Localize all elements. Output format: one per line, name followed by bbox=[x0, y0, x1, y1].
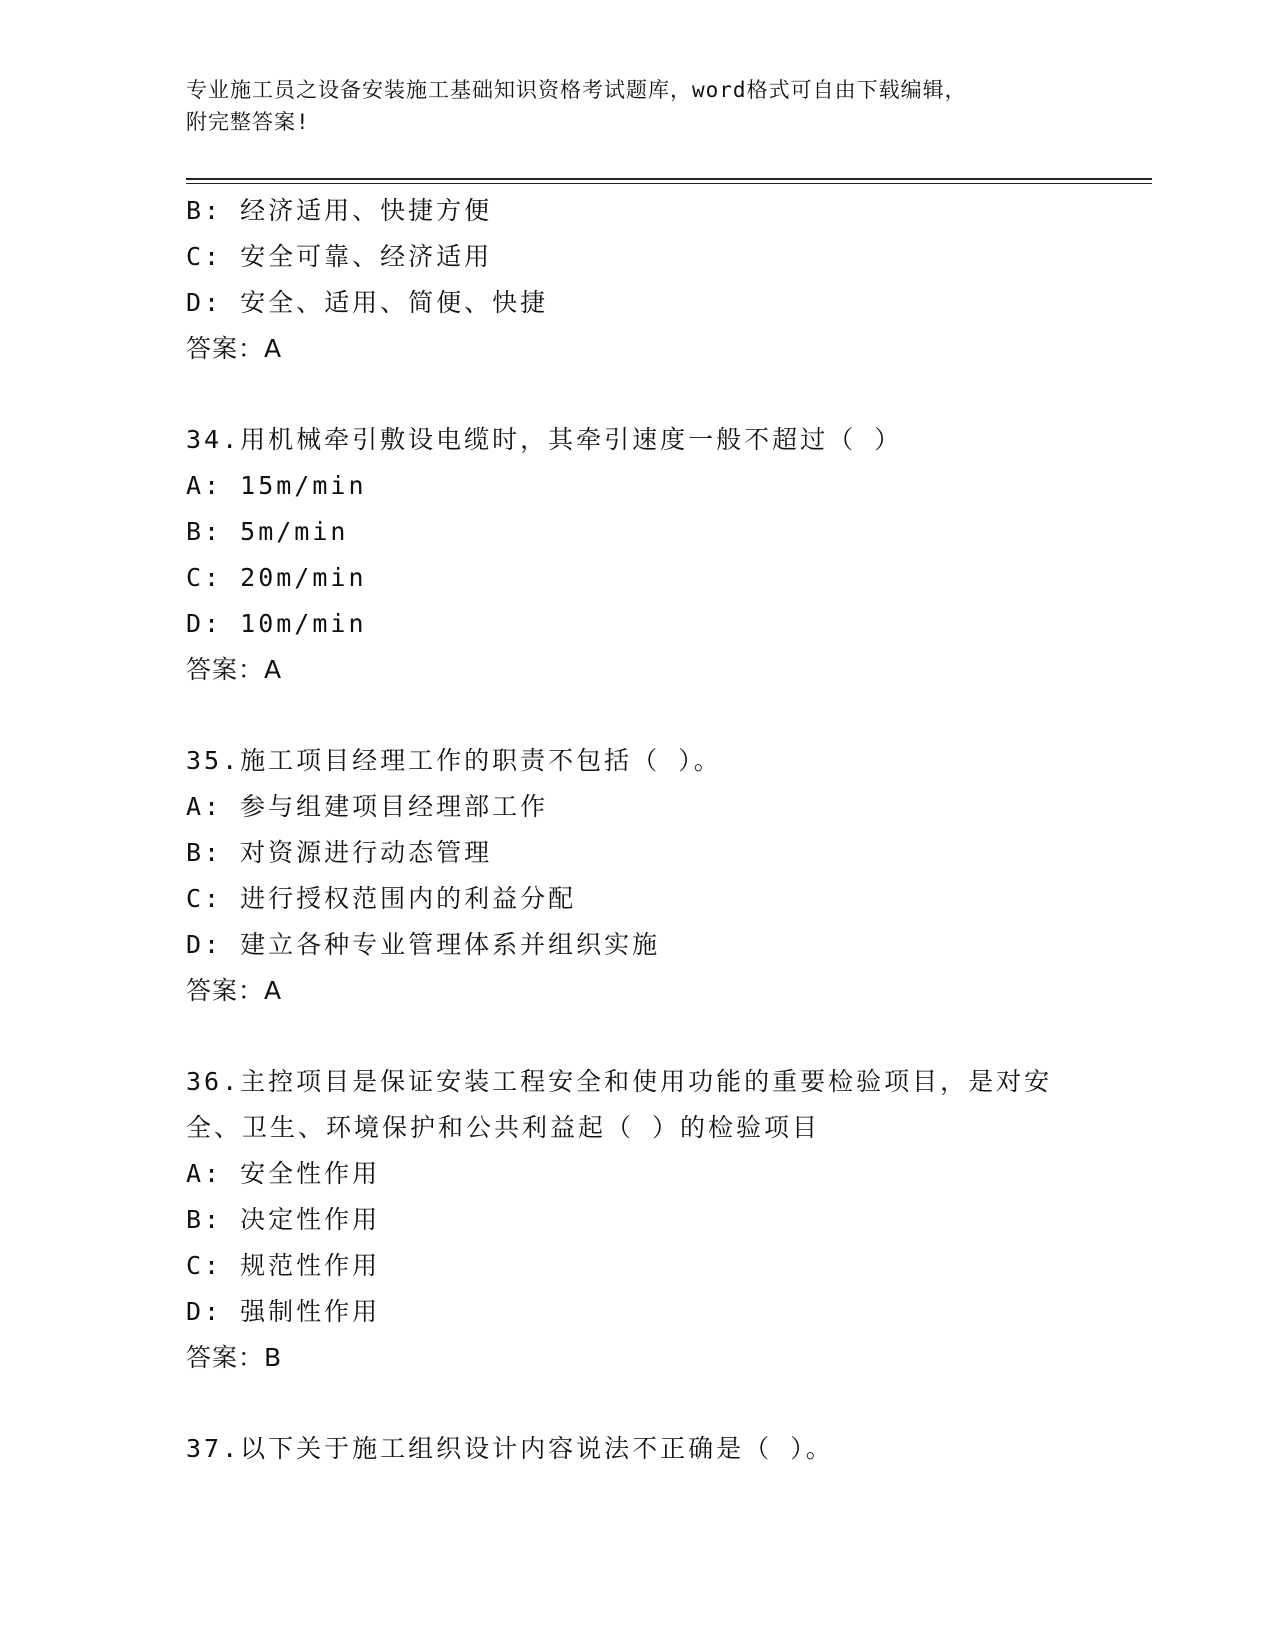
spacer bbox=[186, 693, 1152, 738]
question-text: 37.以下关于施工组织设计内容说法不正确是（ ）。 bbox=[186, 1434, 834, 1463]
question-list bbox=[186, 188, 1152, 1472]
option-b: B: 决定性作用 bbox=[186, 1205, 381, 1234]
answer-label: 答案：A bbox=[186, 976, 283, 1005]
option-b: B: 经济适用、快捷方便 bbox=[186, 196, 493, 225]
answer-label: 答案：A bbox=[186, 655, 283, 684]
question-37-block bbox=[186, 1426, 1152, 1472]
option-d: D: 安全、适用、简便、快捷 bbox=[186, 288, 549, 317]
question-text: 34.用机械牵引敷设电缆时，其牵引速度一般不超过（ ） bbox=[186, 425, 903, 454]
option-a: A: 安全性作用 bbox=[186, 1159, 381, 1188]
option-d: D: 强制性作用 bbox=[186, 1297, 381, 1326]
option-a: A: 15m/min bbox=[186, 471, 367, 500]
header-line-2: 附完整答案! bbox=[186, 110, 310, 134]
option-b: B: 5m/min bbox=[186, 517, 349, 546]
option-d: D: 建立各种专业管理体系并组织实施 bbox=[186, 930, 661, 959]
spacer bbox=[186, 1014, 1152, 1059]
question-text-line-2: 全、卫生、环境保护和公共利益起（ ）的检验项目 bbox=[186, 1113, 821, 1142]
spacer bbox=[186, 1381, 1152, 1426]
question-text: 35.施工项目经理工作的职责不包括（ ）。 bbox=[186, 746, 722, 775]
question-33-block bbox=[186, 188, 1152, 372]
option-c: C: 规范性作用 bbox=[186, 1251, 381, 1280]
option-c: C: 安全可靠、经济适用 bbox=[186, 242, 493, 271]
answer-label: 答案：A bbox=[186, 334, 283, 363]
header-divider-thin bbox=[186, 183, 1152, 184]
answer-label: 答案：B bbox=[186, 1343, 283, 1372]
header-line-1: 专业施工员之设备安装施工基础知识资格考试题库，word格式可自由下载编辑， bbox=[186, 78, 967, 102]
header-divider-thick bbox=[186, 178, 1152, 180]
spacer bbox=[186, 372, 1152, 417]
question-34-block bbox=[186, 417, 1152, 693]
option-c: C: 进行授权范围内的利益分配 bbox=[186, 884, 577, 913]
option-a: A: 参与组建项目经理部工作 bbox=[186, 792, 549, 821]
question-text-line-1: 36.主控项目是保证安装工程安全和使用功能的重要检验项目，是对安 bbox=[186, 1067, 1053, 1096]
question-35-block bbox=[186, 738, 1152, 1014]
option-d: D: 10m/min bbox=[186, 609, 367, 638]
document-header bbox=[186, 74, 1086, 138]
option-b: B: 对资源进行动态管理 bbox=[186, 838, 493, 867]
question-36-block bbox=[186, 1059, 1152, 1381]
option-c: C: 20m/min bbox=[186, 563, 367, 592]
